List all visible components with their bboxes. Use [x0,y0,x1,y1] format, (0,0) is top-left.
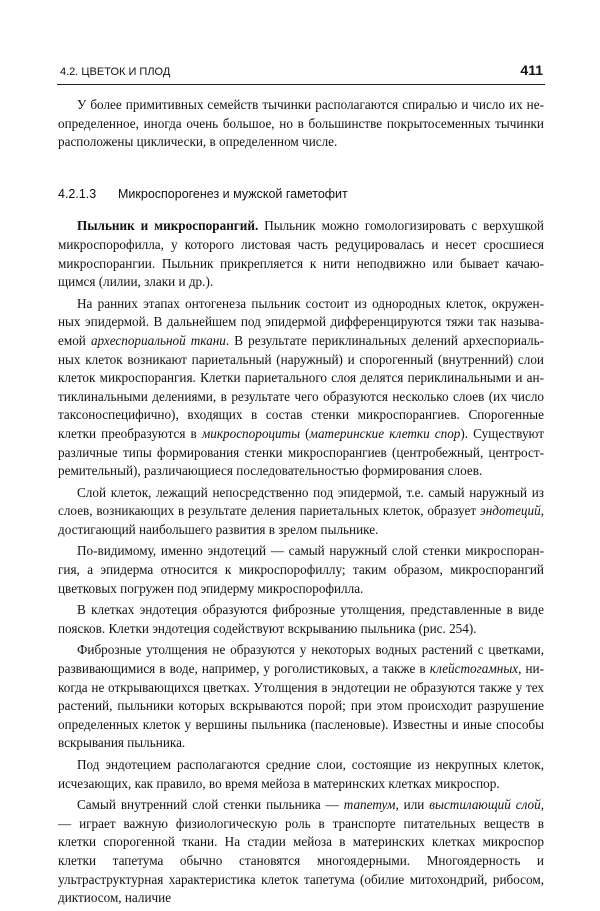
term-cleistogamous: клейстогамных [429,661,519,677]
paragraph-fibrous: В клетках эндотеция образуются фиброзные утолщения, представленные в виде поясков. Клетки эндотеция содействуют вскрыванию пыльника (рис. 254). [58,602,544,636]
text-run: , — играет важную физиологическую роль в транспорте питательных веществ в клетки спорогенной ткани. На стадии мейоза в материнских клетках микроспор клетки тапетума обычно становятся многоядерными. Многоядерность и ультраструктурная характеристика клеток тапетума (обилие митохондрий, рибосом, диктиосом, наличие [58,797,545,906]
page-body [58,96,544,911]
paragraph-epidermis: По-видимому, именно эндотеций — самый наружный слой стенки микроспорангия, а эпидерма относится к микроспорофиллу; таким образом, микроспорангий цветковых погружен под эпидерму микроспорофилла. [58,543,544,596]
section-title: Микроспорогенез и мужской гаметофит [118,186,348,201]
page-number: 411 [520,62,543,78]
paragraph-endothecium [58,484,544,540]
term-lining-layer: выстилающий слой [429,797,541,813]
text-run: . В результате периклинальных делений археспориальных клеток возникают париетальный (наружный) и спорогенный (внутренний) слои клеток микроспорангия. Клетки париетального слоя делятся периклинальными и антиклинальными делениями, в результате чего образуются несколько слоев (их число таксоноспецифично), входящих в состав стенки микроспорангиев. Спорогенные клетки преобразуются в [58,332,544,441]
text-run: Самый внутренний слой стенки пыльника — [77,797,344,813]
paragraph-tapetum [58,796,544,908]
text-run: , достигающий наибольшего развития в зрелом пыльнике. [58,503,544,537]
section-heading [58,185,544,204]
paragraph-anther [58,217,544,291]
paragraph-intro: У более примитивных семейств тычинки располагаются спиралью и число их неопределенное, иногда очень большое, но в большинстве покрытосеменных тычинки расположены циклически, в определенном числе. [58,97,544,150]
text-run: Фиброзные утолщения не образуются у некоторых водных растений с цветками, развивающимися в воде, например, у роголистиковых, а также в [58,642,544,677]
paragraph-text: Пыльник можно гомологизировать с верхушкой микроспорофилла, у которого листовая часть редуцировалась и несет сросшиеся микроспорангии. Пыльник прикрепляется к нити неподвижно или бывает качающимся (лилии, злаки и др.). [58,218,544,290]
text-run: ). Существуют различные типы формирования стенки микроспорангиев (центробежный, центростремительный), различающиеся последовательностью формирования слоев. [58,425,544,479]
paragraph-aquatic [58,641,544,753]
text-run: На ранних этапах онтогенеза пыльник состоит из однородных клеток, окруженных эпидермой. В дальнейшем под эпидермой дифференцируются тяжи так называемой [58,295,544,348]
paragraph-middle-layers: Под эндотецием располагаются средние слои, состоящие из некрупных клеток, исчезающих, как правило, во время мейоза в материнских клетках микроспор. [58,757,544,791]
text-run: Слой клеток, лежащий непосредственно под эпидермой, т.е. самый наружный из слоев, возникающих в результате деления париетальных клеток, образует [58,484,544,519]
term-endothecium: эндотеций [479,503,541,519]
text-run: ( [300,425,310,441]
term-tapetum: тапетум [343,797,396,813]
paragraph-ontogenesis [58,295,544,481]
paragraph-lead-heading: Пыльник и микроспорангий. [77,218,259,234]
term-microsporocytes: микроспороциты [201,425,301,441]
text-run: , или [395,797,430,813]
term-mother-cells: материнские клетки спор [309,425,461,441]
term-archesporial: археспориальной ткани [90,332,226,348]
text-run: , никогда не открывающихся цветках. Утолщения в эндотеции не образуются также у тех растений, пыльники которых вскрываются порой; при этом происходит разрушение определенных клеток у вершины пыльника (пасленовые). Известны и иные способы вскрывания пыльника. [58,661,544,751]
running-header-title: 4.2. ЦВЕТОК И ПЛОД [60,66,171,78]
running-header [57,54,545,85]
section-number: 4.2.1.3 [58,186,97,201]
